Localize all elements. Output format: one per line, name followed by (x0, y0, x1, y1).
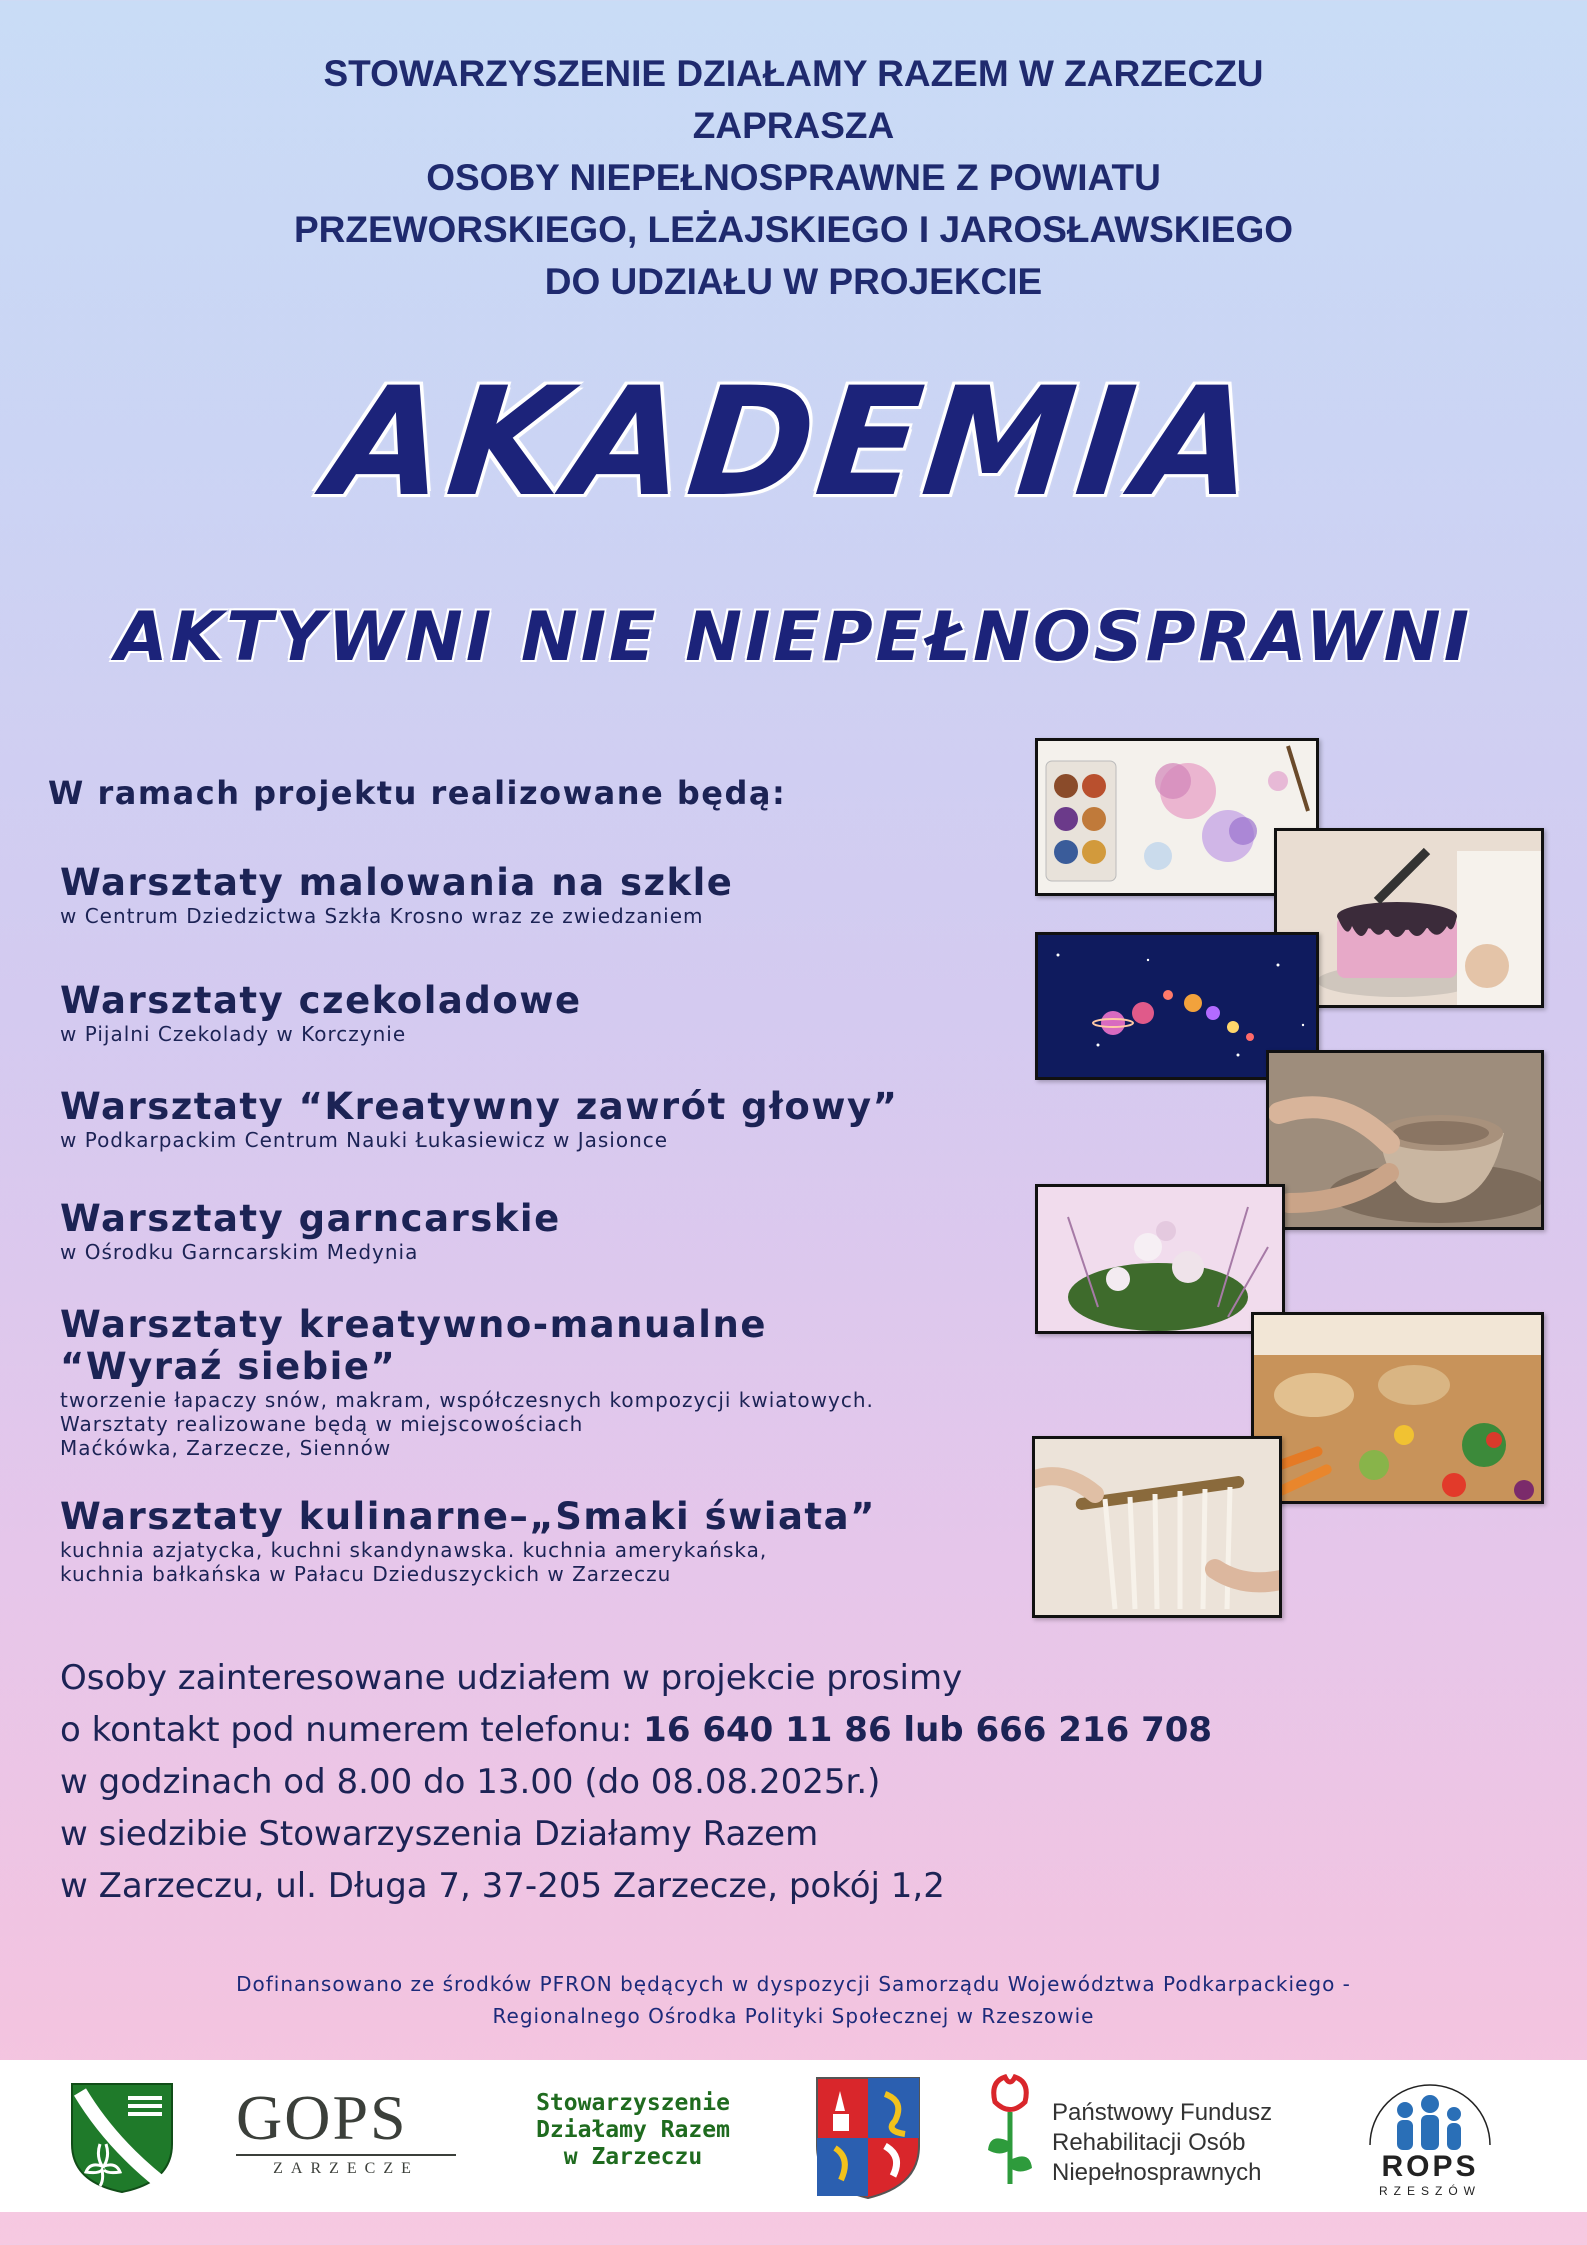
gops-logo-text: GOPS (236, 2082, 408, 2153)
workshop-title: Warsztaty czekoladowe (60, 979, 582, 1022)
association-line-1: Stowarzyszenie (536, 2090, 730, 2116)
header-line-invites: ZAPRASZA (692, 105, 895, 146)
gops-logo-subtitle: ZARZECZE (273, 2160, 419, 2177)
header-line-counties: PRZEWORSKIEGO, LEŻAJSKIEGO I JAROSŁAWSKIEGO (293, 209, 1294, 250)
workshop-item-pottery (60, 1198, 1040, 1264)
workshop-title: Warsztaty malowania na szkle (60, 861, 734, 904)
workshop-desc: tworzenie łapaczy snów, makram, współczesnych kompozycji kwiatowych. (60, 1388, 874, 1412)
contact-line-2 (60, 1704, 1360, 1756)
header-line-audience: OSOBY NIEPEŁNOSPRAWNE Z POWIATU (426, 157, 1161, 198)
workshop-item-culinary (60, 1496, 1040, 1586)
photo-pottery-wheel (1266, 1050, 1544, 1230)
contact-line-5: w Zarzeczu, ul. Długa 7, 37-205 Zarzecze, pokój 1,2 (60, 1866, 945, 1906)
photo-cooking-vegetables (1251, 1312, 1544, 1504)
workshop-title: Warsztaty “Kreatywny zawrót głowy” (60, 1085, 899, 1128)
rops-logo-text: ROPS (1381, 2150, 1479, 2183)
photo-collage (1030, 736, 1550, 1626)
workshop-desc: w Podkarpackim Centrum Nauki Łukasiewicz w Jasionce (60, 1128, 669, 1152)
workshop-item-chocolate (60, 980, 1040, 1046)
pfron-line-1: Państwowy Fundusz (1052, 2099, 1273, 2126)
pfron-line-2: Rehabilitacji Osób (1052, 2129, 1246, 2156)
contact-phone-prefix: o kontakt pod numerem telefonu: (60, 1710, 644, 1750)
workshop-item-creative (60, 1304, 1040, 1460)
workshop-item-science (60, 1086, 1040, 1152)
pfron-line-3: Niepełnosprawnych (1052, 2159, 1262, 2186)
rops-logo (1350, 2070, 1510, 2198)
workshop-title-2: “Wyraź siebie” (60, 1345, 397, 1388)
rops-logo-subtitle: RZESZÓW (1379, 2184, 1481, 2198)
contact-line-3: w godzinach od 8.00 do 13.00 (do 08.08.2025r.) (60, 1762, 881, 1802)
workshop-desc: w Ośrodku Garncarskim Medynia (60, 1240, 419, 1264)
intro-text: W ramach projektu realizowane będą: (48, 774, 787, 812)
contact-block (60, 1652, 1360, 1912)
workshop-title: Warsztaty kulinarne–„Smaki świata” (60, 1495, 876, 1538)
photo-macrame-crafts (1032, 1436, 1282, 1618)
logo-bar (0, 2060, 1587, 2212)
workshop-desc: kuchnia azjatycka, kuchni skandynawska. kuchnia amerykańska, (60, 1538, 768, 1562)
contact-line-4: w siedzibie Stowarzyszenia Działamy Razem (60, 1814, 819, 1854)
podkarpackie-coat-of-arms-icon (815, 2076, 921, 2204)
contact-phones: 16 640 11 86 lub 666 216 708 (643, 1710, 1213, 1750)
header-line-project: DO UDZIAŁU W PROJEKCIE (544, 261, 1043, 302)
zarzecze-coat-of-arms-icon (70, 2082, 174, 2198)
rops-family-icon (1350, 2070, 1510, 2160)
association-logo (528, 2090, 738, 2171)
header (0, 48, 1587, 308)
pfron-flower-icon (985, 2072, 1035, 2194)
workshop-title: Warsztaty garncarskie (60, 1197, 561, 1240)
workshop-title: Warsztaty kreatywno-manualne (60, 1303, 767, 1346)
workshop-item-glass (60, 862, 1040, 928)
funding-line-1: Dofinansowano ze środków PFRON będących w dyspozycji Samorządu Województwa Podkarpackiego - (236, 1972, 1351, 1996)
workshop-desc-2: kuchnia bałkańska w Pałacu Dzieduszyckich w Zarzeczu (60, 1562, 672, 1586)
association-line-2: Działamy Razem (536, 2117, 730, 2143)
funding-note (0, 1968, 1587, 2032)
pfron-logo-text (1052, 2098, 1272, 2188)
workshop-desc: w Centrum Dziedzictwa Szkła Krosno wraz ze zwiedzaniem (60, 904, 704, 928)
gops-logo (236, 2082, 456, 2178)
photo-flower-arrangement (1035, 1184, 1285, 1334)
contact-line-1: Osoby zainteresowane udziałem w projekcie prosimy (60, 1658, 963, 1698)
workshop-desc-2: Warsztaty realizowane będą w miejscowościach (60, 1412, 584, 1436)
header-line-org: STOWARZYSZENIE DZIAŁAMY RAZEM W ZARZECZU (323, 53, 1264, 94)
page-title: AKADEMIA (320, 356, 1267, 530)
workshop-desc-3: Maćkówka, Zarzecze, Siennów (60, 1436, 392, 1460)
page-subtitle: AKTYWNI NIE NIEPEŁNOSPRAWNI (114, 598, 1473, 677)
association-line-3: w Zarzeczu (563, 2144, 703, 2170)
funding-line-2: Regionalnego Ośrodka Polityki Społecznej w Rzeszowie (492, 2004, 1095, 2028)
workshop-desc: w Pijalni Czekolady w Korczynie (60, 1022, 407, 1046)
